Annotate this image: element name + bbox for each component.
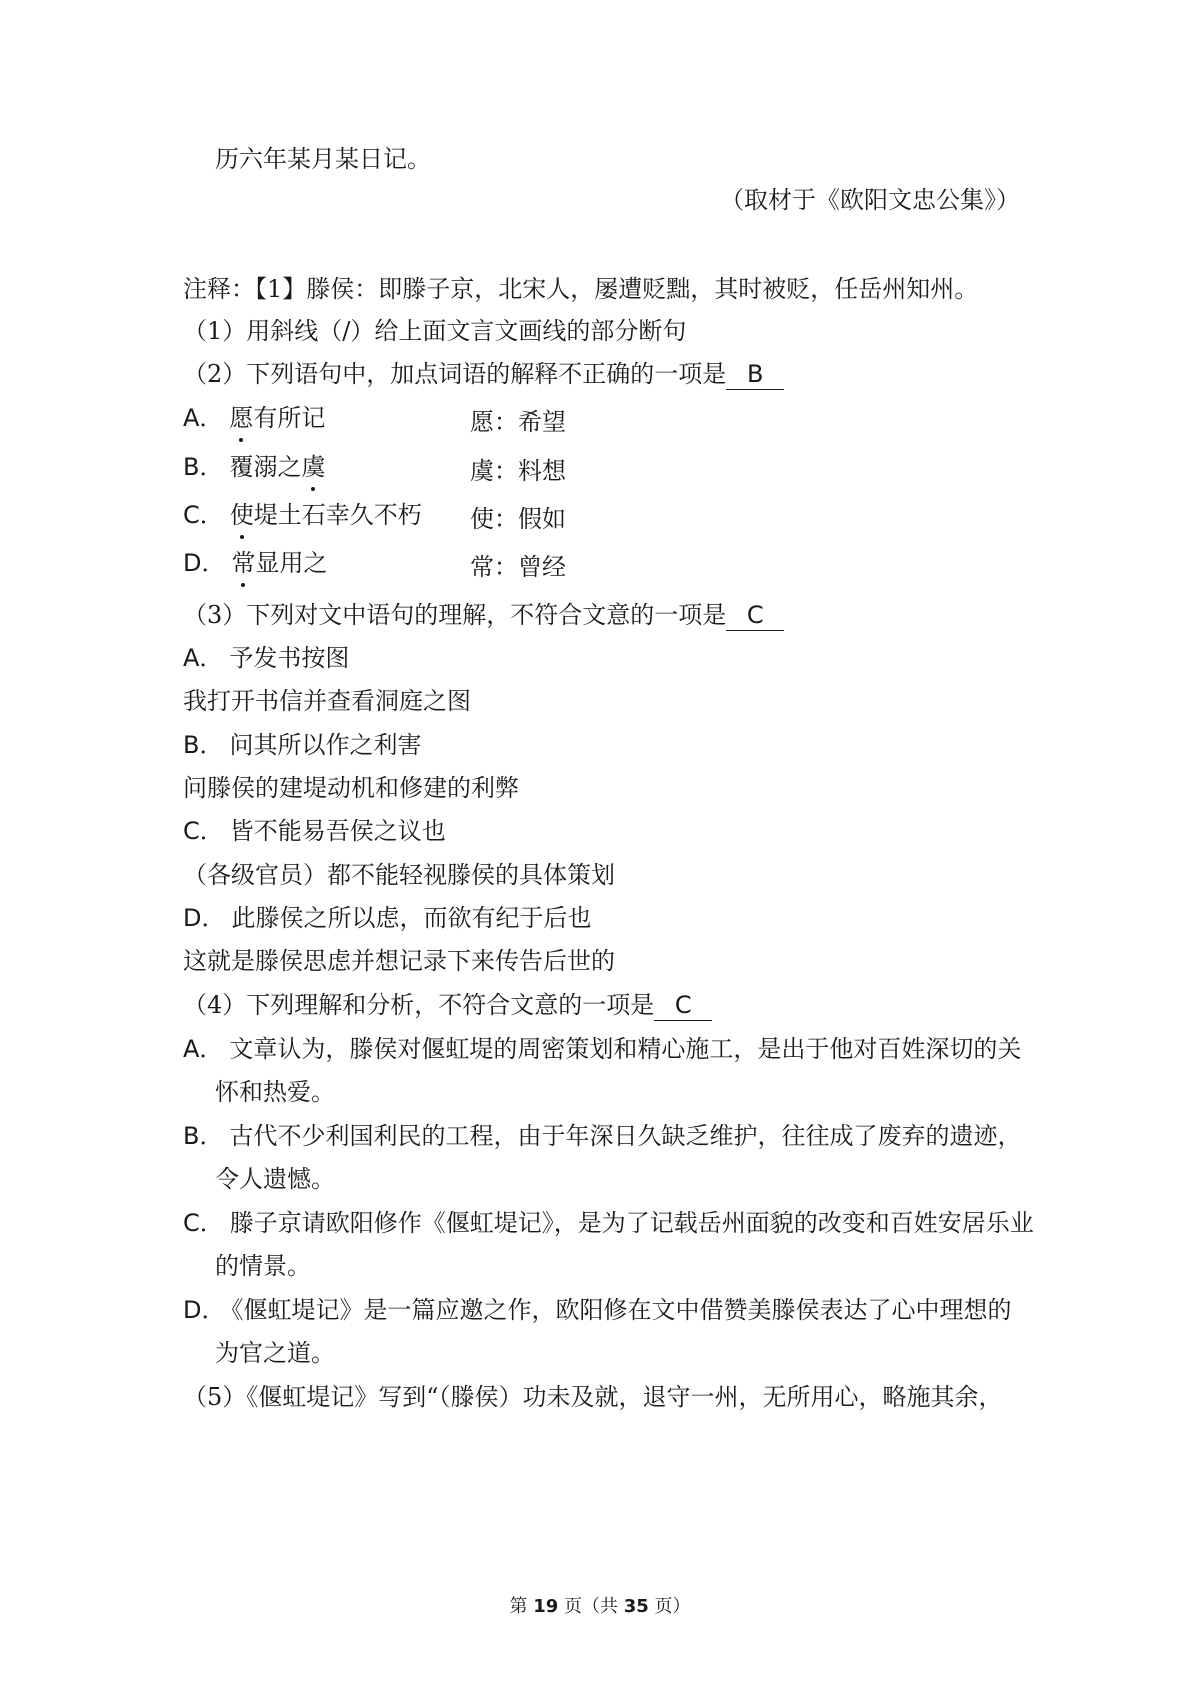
q4-option-c-cont: 的情景。 <box>215 1252 311 1280</box>
q2-option-c-gloss: 使：假如 <box>470 505 566 533</box>
q3-item-c <box>183 813 1083 849</box>
dotted-word: 愿 <box>229 400 253 436</box>
q2-option-b <box>183 449 325 485</box>
option-mark: B． <box>183 1122 224 1150</box>
passage-tail-line: 历六年某月某日记。 <box>215 145 431 173</box>
q3-item-b <box>183 727 1083 763</box>
footer-middle: 页（共 <box>564 1596 618 1617</box>
option-mark: A． <box>183 644 224 672</box>
option-text: 文章认为，滕侯对偃虹堤的周密策划和精心施工，是出于他对百姓深切的关 <box>229 1035 1022 1063</box>
question-2-text: （2）下列语句中，加点词语的解释不正确的一项是 <box>183 360 727 388</box>
question-5: （5）《偃虹堤记》写到“（滕侯）功未及就，退守一州，无所用心，略施其余， <box>183 1383 1003 1411</box>
q3-item-a-meaning: 我打开书信并查看洞庭之图 <box>183 687 471 715</box>
option-mark: D． <box>183 549 226 577</box>
option-mark: D． <box>183 904 226 932</box>
q4-option-c <box>183 1205 1083 1241</box>
q3-item-d-meaning: 这就是滕侯思虑并想记录下来传告后世的 <box>183 947 615 975</box>
question-3-stem <box>183 597 1083 633</box>
q2-option-a-gloss: 愿：希望 <box>470 408 566 436</box>
option-text: 显用之 <box>255 549 328 577</box>
option-text: 此滕侯之所以虑，而欲有纪于后也 <box>231 904 592 932</box>
dotted-word: 使 <box>230 497 254 533</box>
q3-item-b-meaning: 问滕侯的建堤动机和修建的利弊 <box>183 774 519 802</box>
question-2-answer: B <box>726 359 784 390</box>
option-mark: C． <box>183 817 224 845</box>
q4-option-a-cont: 怀和热爱。 <box>215 1078 335 1106</box>
question-3-answer: C <box>726 600 784 631</box>
q2-option-a <box>183 400 325 436</box>
q4-option-b <box>183 1118 1083 1154</box>
footer-total-pages: 35 <box>623 1596 649 1617</box>
option-text: 予发书按图 <box>229 644 350 672</box>
option-text: 覆溺之 <box>229 453 302 481</box>
q2-option-d <box>183 545 327 581</box>
q2-option-b-gloss: 虞：料想 <box>470 457 566 485</box>
passage-source: （取材于《欧阳文忠公集》） <box>720 186 1020 214</box>
q3-item-a <box>183 640 1083 676</box>
option-text: 问其所以作之利害 <box>229 731 422 759</box>
option-mark: B． <box>183 731 224 759</box>
dotted-word: 常 <box>231 545 255 581</box>
footer-prefix: 第 <box>509 1596 528 1617</box>
option-mark: C． <box>183 1209 224 1237</box>
option-text: 有所记 <box>253 404 326 432</box>
footer-page-number: 19 <box>533 1596 559 1617</box>
option-text: 《偃虹堤记》是一篇应邀之作，欧阳修在文中借赞美滕侯表达了心中理想的 <box>231 1296 1012 1324</box>
annotation-note: 注释：【1】滕侯：即滕子京，北宋人，屡遭贬黜，其时被贬，任岳州知州。 <box>183 275 979 303</box>
q4-option-b-cont: 令人遗憾。 <box>215 1165 335 1193</box>
option-mark: A． <box>183 1035 224 1063</box>
q2-option-d-gloss: 常：曾经 <box>470 553 566 581</box>
question-4-text: （4）下列理解和分析，不符合文意的一项是 <box>183 991 655 1019</box>
option-mark: D． <box>183 1296 226 1324</box>
q3-item-d <box>183 900 1083 936</box>
option-text: 皆不能易吾侯之议也 <box>229 817 446 845</box>
q4-option-d-cont: 为官之道。 <box>215 1339 335 1367</box>
option-mark: B． <box>183 453 224 481</box>
question-1: （1）用斜线（/）给上面文言文画线的部分断句 <box>183 317 687 345</box>
question-2-stem <box>183 356 1083 392</box>
option-text: 堤土石幸久不朽 <box>253 501 422 529</box>
q2-option-c <box>183 497 422 533</box>
option-text: 滕子京请欧阳修作《偃虹堤记》，是为了记载岳州面貌的改变和百姓安居乐业 <box>229 1209 1034 1237</box>
question-4-stem <box>183 987 1083 1023</box>
option-mark: A． <box>183 404 224 432</box>
q4-option-a <box>183 1031 1083 1067</box>
q4-option-d <box>183 1292 1083 1328</box>
question-3-text: （3）下列对文中语句的理解，不符合文意的一项是 <box>183 601 727 629</box>
dotted-word: 虞 <box>301 449 325 485</box>
option-mark: C． <box>183 501 224 529</box>
q3-item-c-meaning: （各级官员）都不能轻视滕侯的具体策划 <box>183 861 615 889</box>
option-text: 古代不少利国利民的工程，由于年深日久缺乏维护，往往成了废弃的遗迹， <box>229 1122 1022 1150</box>
question-4-answer: C <box>654 990 712 1021</box>
page-footer <box>0 1594 1200 1620</box>
footer-suffix: 页） <box>654 1596 691 1617</box>
